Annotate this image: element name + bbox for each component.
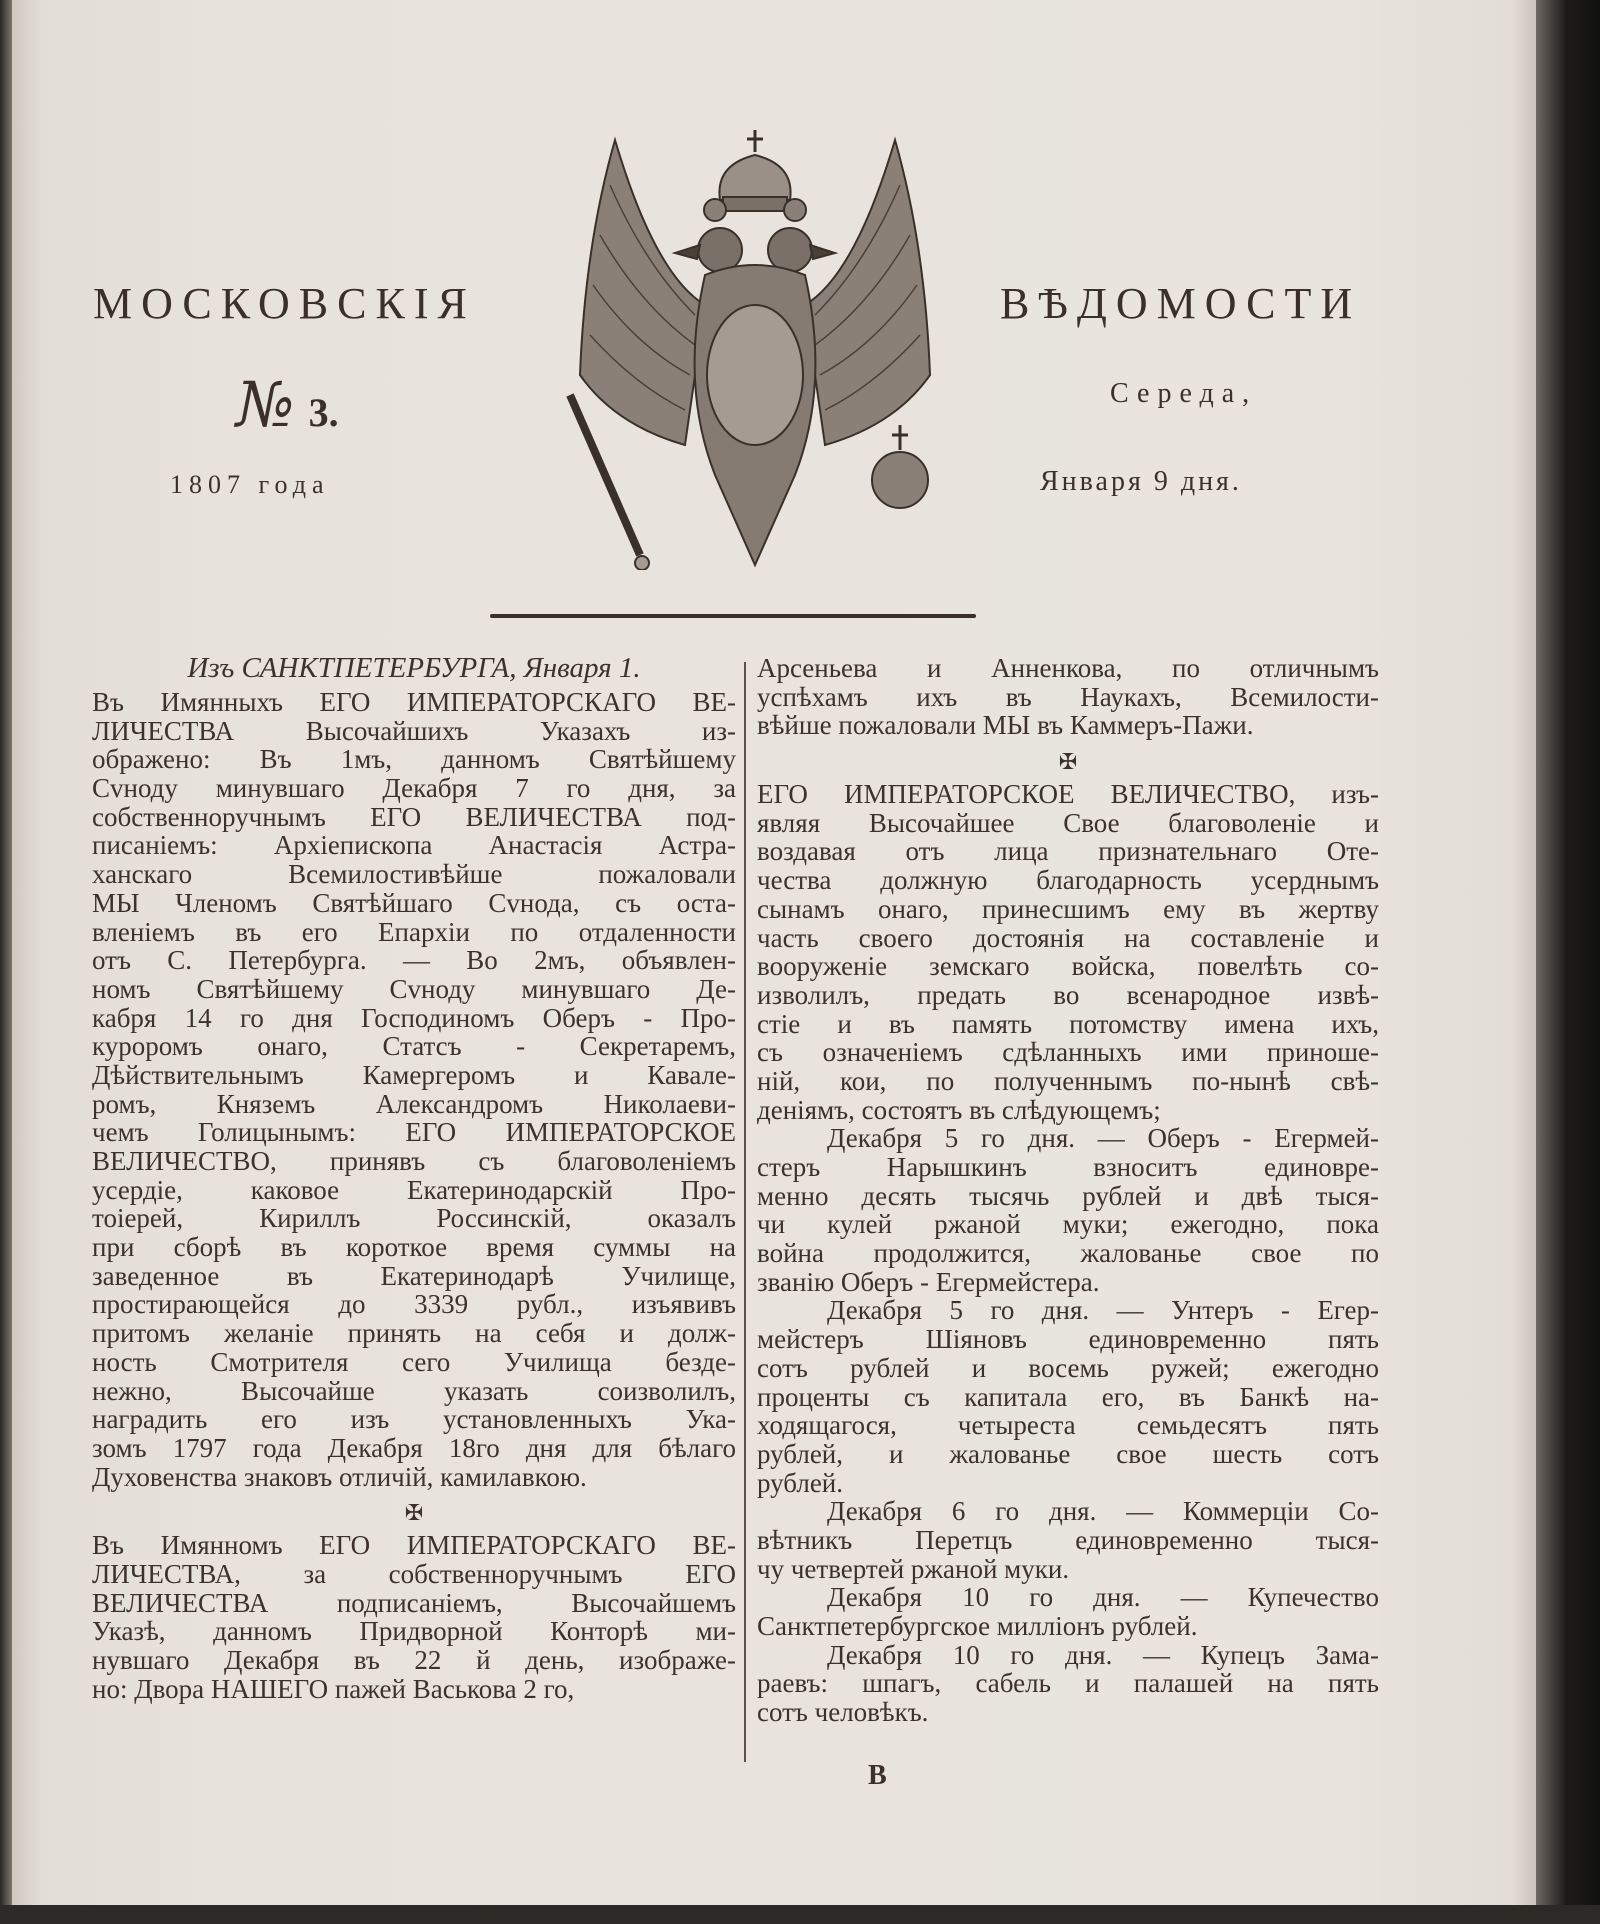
issue-date: Января 9 дня. — [1040, 466, 1242, 497]
text-line: писаніемъ: Архіепископа Анастасія Астра- — [92, 830, 736, 861]
text-line: при сборѣ въ короткое время суммы на — [92, 1232, 736, 1263]
text-line: вѣтникъ Перетцъ единовременно тыся- — [757, 1524, 1379, 1555]
text-line: война продолжится, жалованье свое по — [757, 1238, 1379, 1269]
column-divider — [744, 662, 746, 1762]
text-line: Декабря 5 го дня. — Оберъ - Егермей- — [827, 1123, 1379, 1154]
text-line: званію Оберъ - Егермейстера. — [757, 1266, 1100, 1297]
text-line: ханскаго Всемилостивѣйше пожаловали — [92, 859, 736, 890]
text-line: заведенное въ Екатеринодарѣ Училище, — [92, 1260, 736, 1291]
article-paragraph — [757, 1497, 1379, 1583]
double-headed-eagle-emblem-icon — [555, 125, 955, 570]
article-paragraph — [757, 654, 1379, 740]
text-line: Духовенства знаковъ отличій, камилавкою. — [92, 1461, 587, 1492]
signature-mark: В — [868, 1760, 887, 1791]
text-line: вооруженіе земскаго войска, повелѣть со- — [757, 951, 1379, 982]
text-line: чества должную благодарность усерднымъ — [757, 865, 1379, 896]
text-line: раевъ: шпагъ, сабель и палашей на пять — [757, 1668, 1379, 1699]
text-line: Арсеньева и Анненкова, по отличнымъ — [757, 653, 1379, 683]
page-edge-shadow — [1536, 0, 1600, 1924]
text-line: часть своего достоянія на составленіе и — [757, 922, 1379, 953]
text-line: сотъ человѣкъ. — [757, 1697, 929, 1728]
title-right: ВѢДОМОСТИ — [1000, 279, 1362, 328]
text-line: Декабря 6 го дня. — Коммерціи Со- — [827, 1496, 1379, 1527]
text-line: Сvноду минувшаго Декабря 7 го дня, за — [92, 773, 736, 804]
text-line: являя Высочайшее Свое благоволеніе и — [757, 807, 1379, 838]
text-line: ходящагося, четыреста семьдесятъ пять — [757, 1410, 1379, 1441]
text-line: чи кулей ржаной муки; ежегодно, пока — [757, 1209, 1379, 1240]
text-line: зомъ 1797 года Декабря 18го дня для бѣлаго — [92, 1432, 736, 1463]
issue-year: 1807 года — [170, 470, 330, 499]
text-line: воздавая отъ лица признательнаго Оте- — [757, 836, 1379, 867]
text-line: ображено: Въ 1мъ, данномъ Святѣйшему — [92, 744, 736, 775]
number-value: 3. — [308, 390, 339, 435]
text-line: простирающейся до 3339 рубл., изъявивъ — [92, 1289, 736, 1320]
text-line: успѣхамъ ихъ въ Наукахъ, Всемилости- — [757, 681, 1379, 712]
text-line: Въ Имянномъ ЕГО ИМПЕРАТОРСКАГО ВЕ- — [92, 1530, 736, 1561]
text-line: стіе и въ память потомству имена ихъ, — [757, 1008, 1379, 1039]
text-line: чемъ Голицынымъ: ЕГО ИМПЕРАТОРСКОЕ — [92, 1117, 736, 1148]
article-paragraph — [757, 1124, 1379, 1296]
text-line: вленіемъ въ его Епархіи по отдаленности — [92, 916, 736, 947]
article-paragraph — [757, 780, 1379, 1124]
text-line: чу четвертей ржаной муки. — [757, 1553, 1070, 1584]
text-line: изволилъ, предать во всенародное извѣ- — [757, 979, 1379, 1010]
text-line: Санктпетербургское милліонъ рублей. — [757, 1611, 1198, 1641]
text-line: ВЕЛИЧЕСТВО, принявъ съ благоволеніемъ — [92, 1146, 736, 1176]
text-line: сынамъ онаго, принесшимъ ему въ жертву — [757, 893, 1379, 924]
page-bottom-shadow — [0, 1905, 1600, 1924]
text-line: Декабря 10 го дня. — Купецъ Зама- — [827, 1639, 1379, 1670]
text-line: собственноручнымъ ЕГО ВЕЛИЧЕСТВА под- — [92, 801, 736, 832]
article-paragraph — [92, 1531, 736, 1703]
issue-number — [236, 368, 339, 442]
text-line: рублей. — [757, 1467, 844, 1498]
text-line: ромъ, Княземъ Александромъ Николаеви- — [92, 1088, 736, 1119]
text-line: стеръ Нарышкинъ взноситъ единовре- — [757, 1152, 1379, 1182]
text-line: проценты съ капитала его, въ Банкѣ на- — [757, 1381, 1379, 1412]
text-line: менно десять тысячь рублей и двѣ тыся- — [757, 1180, 1379, 1211]
text-line: усердіе, каковое Екатеринодарскій Про- — [92, 1174, 736, 1205]
article-paragraph — [757, 1583, 1379, 1640]
text-line: сотъ рублей и восемь ружей; ежегодно — [757, 1352, 1379, 1383]
text-line: нувшаго Декабря въ 22 й день, изображе- — [92, 1645, 736, 1675]
text-line: номъ Святѣйшему Сvноду минувшаго Де- — [92, 973, 736, 1004]
text-line: Дѣйствительнымъ Камергеромъ и Кавале- — [92, 1059, 736, 1090]
text-line: ЕГО ИМПЕРАТОРСКОЕ ВЕЛИЧЕСТВО, изъ- — [757, 779, 1379, 810]
text-line: МЫ Членомъ Святѣйшаго Сvнода, съ оста- — [92, 887, 736, 918]
text-line: нежно, Высочайше указать соизволилъ, — [92, 1375, 736, 1406]
text-line: ность Смотрителя сего Училища безде- — [92, 1346, 736, 1377]
number-sign: № — [236, 368, 295, 441]
text-line: Декабря 10 го дня. — Купечество — [827, 1582, 1379, 1613]
left-column — [92, 654, 736, 1703]
text-line: кабря 14 го дня Господиномъ Оберъ - Про- — [92, 1002, 736, 1033]
article-paragraph — [92, 688, 736, 1491]
text-line: притомъ желаніе принять на себя и долж- — [92, 1318, 736, 1349]
text-line: Указѣ, данномъ Придворной Конторѣ ми- — [92, 1616, 736, 1647]
text-line: ній, кои, по полученнымъ по-нынѣ свѣ- — [757, 1065, 1379, 1096]
text-line: ВЕЛИЧЕСТВА подписаніемъ, Высочайшемъ — [92, 1587, 736, 1618]
issue-weekday: Середа, — [1110, 378, 1258, 409]
text-line: Въ Имянныхъ ЕГО ИМПЕРАТОРСКАГО ВЕ- — [92, 687, 736, 717]
text-line: вѣйше пожаловали МЫ въ Каммеръ-Пажи. — [757, 710, 1254, 741]
text-line: отъ С. Петербурга. — Во 2мъ, объявлен- — [92, 945, 736, 976]
section-ornament-icon: ✠ — [1058, 749, 1078, 775]
text-line: наградить его изъ установленныхъ Ука- — [92, 1404, 736, 1435]
text-line: ЛИЧЕСТВА Высочайшихъ Указахъ из- — [92, 715, 736, 746]
title-left: МОСКОВСКІЯ — [93, 279, 476, 328]
text-line: рублей, и жалованье свое шесть сотъ — [757, 1438, 1379, 1469]
masthead-rule — [490, 614, 976, 618]
right-column — [757, 654, 1379, 1727]
text-line: тоіерей, Кириллъ Россинскій, оказалъ — [92, 1203, 736, 1234]
text-line: мейстеръ Шіяновъ единовременно пять — [757, 1324, 1379, 1355]
text-line: деніямъ, состоятъ въ слѣдующемъ; — [757, 1094, 1161, 1125]
article-paragraph — [757, 1296, 1379, 1497]
text-line: но: Двора НАШЕГО пажей Васькова 2 го, — [92, 1673, 575, 1704]
article-paragraph — [757, 1641, 1379, 1727]
text-line: ЛИЧЕСТВА, за собственноручнымъ ЕГО — [92, 1558, 736, 1589]
section-ornament-icon: ✠ — [404, 1500, 424, 1526]
dateline-heading: Изъ САНКТПЕТЕРБУРГА, Января 1. — [187, 652, 641, 684]
text-line: Декабря 5 го дня. — Унтеръ - Егер- — [827, 1295, 1379, 1326]
text-line: куроромъ онаго, Статсъ - Секретаремъ, — [92, 1031, 736, 1062]
text-line: съ означеніемъ сдѣланныхъ ими приноше- — [757, 1037, 1379, 1068]
